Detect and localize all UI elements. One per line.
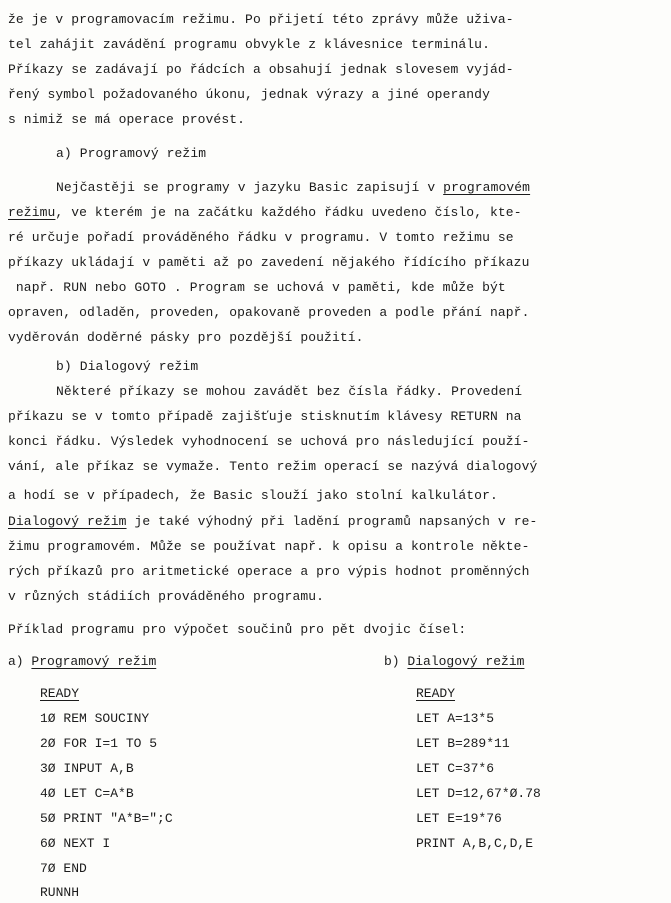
code-line: 4Ø LET C=A*B (40, 786, 134, 801)
code-line: 3Ø INPUT A,B (40, 761, 134, 776)
code-line: RUNNH (40, 885, 80, 900)
left-column-header (8, 654, 156, 670)
text-line (8, 205, 522, 221)
text-span: Nejčastěji se programy v jazyku Basic zapisují v (56, 180, 444, 195)
text-line: Některé příkazy se mohou zavádět bez čísla řádky. Provedení (56, 384, 523, 399)
text-line: příkazu se v tomto případě zajišťuje stisknutím klávesy RETURN na (8, 409, 522, 424)
ready-prompt: READY (416, 686, 456, 701)
code-line (416, 686, 455, 702)
code-line: 1Ø REM SOUCINY (40, 711, 150, 726)
column-marker: a) (8, 654, 24, 669)
text-line: v různých stádiích prováděného programu. (8, 589, 325, 604)
text-line: rých příkazů pro aritmetické operace a pro výpis hodnot proměnných (8, 564, 530, 579)
text-line: opraven, odladěn, proveden, opakovaně proveden a podle přání např. (8, 305, 530, 320)
underlined-term: programovém (443, 180, 531, 195)
text-span: , ve kterém je na začátku každého řádku uvedeno číslo, kte- (55, 205, 522, 220)
text-line (56, 180, 530, 196)
text-line (8, 514, 537, 530)
code-line: 5Ø PRINT "A*B=";C (40, 811, 173, 826)
text-line: Příkazy se zadávají po řádcích a obsahují jednak slovesem vyjád- (8, 62, 514, 77)
column-title: Programový režim (31, 654, 157, 669)
text-line: řený symbol požadovaného úkonu, jednak výrazy a jiné operandy (8, 87, 490, 102)
code-line (40, 686, 79, 702)
text-line: s nimiž se má operace provést. (8, 112, 246, 127)
code-line: 6Ø NEXT I (40, 836, 111, 851)
code-line: LET B=289*11 (416, 736, 510, 751)
code-line: LET D=12,67*Ø.78 (416, 786, 541, 801)
right-column-header (384, 654, 524, 670)
underlined-term: režimu (8, 205, 56, 220)
text-line: tel zahájit zavádění programu obvykle z klávesnice terminálu. (8, 37, 490, 52)
ready-prompt: READY (40, 686, 80, 701)
code-line: PRINT A,B,C,D,E (416, 836, 534, 851)
column-marker: b) (384, 654, 400, 669)
code-line: 7Ø END (40, 861, 87, 876)
text-line: příkazy ukládají v paměti až po zavedení nějakého řídícího příkazu (8, 255, 530, 270)
section-a-heading: a) Programový režim (56, 146, 207, 161)
text-line: konci řádku. Výsledek vyhodnocení se uchová pro následující použí- (8, 434, 530, 449)
text-line: vyděrován doděrné pásky pro pozdější použití. (8, 330, 364, 345)
code-line: LET A=13*5 (416, 711, 495, 726)
text-line: že je v programovacím režimu. Po přijetí této zprávy může uživa- (8, 12, 514, 27)
text-line: žimu programovém. Může se používat např. k opisu a kontrole někte- (8, 539, 530, 554)
text-line: a hodí se v případech, že Basic slouží jako stolní kalkulátor. (8, 488, 498, 503)
code-line: 2Ø FOR I=1 TO 5 (40, 736, 158, 751)
text-line: vání, ale příkaz se vymaže. Tento režim operací se nazývá dialogový (8, 459, 538, 474)
code-line: LET C=37*6 (416, 761, 495, 776)
text-span: je také výhodný při ladění programů napsaných v re- (126, 514, 538, 529)
underlined-term: Dialogový režim (8, 514, 127, 529)
text-line: např. RUN nebo GOTO . Program se uchová v paměti, kde může být (8, 280, 506, 295)
text-line: ré určuje pořadí prováděného řádku v programu. V tomto režimu se (8, 230, 514, 245)
column-title: Dialogový režim (407, 654, 525, 669)
example-intro: Příklad programu pro výpočet součinů pro pět dvojic čísel: (8, 622, 467, 637)
section-b-heading: b) Dialogový režim (56, 359, 199, 374)
code-line: LET E=19*76 (416, 811, 502, 826)
